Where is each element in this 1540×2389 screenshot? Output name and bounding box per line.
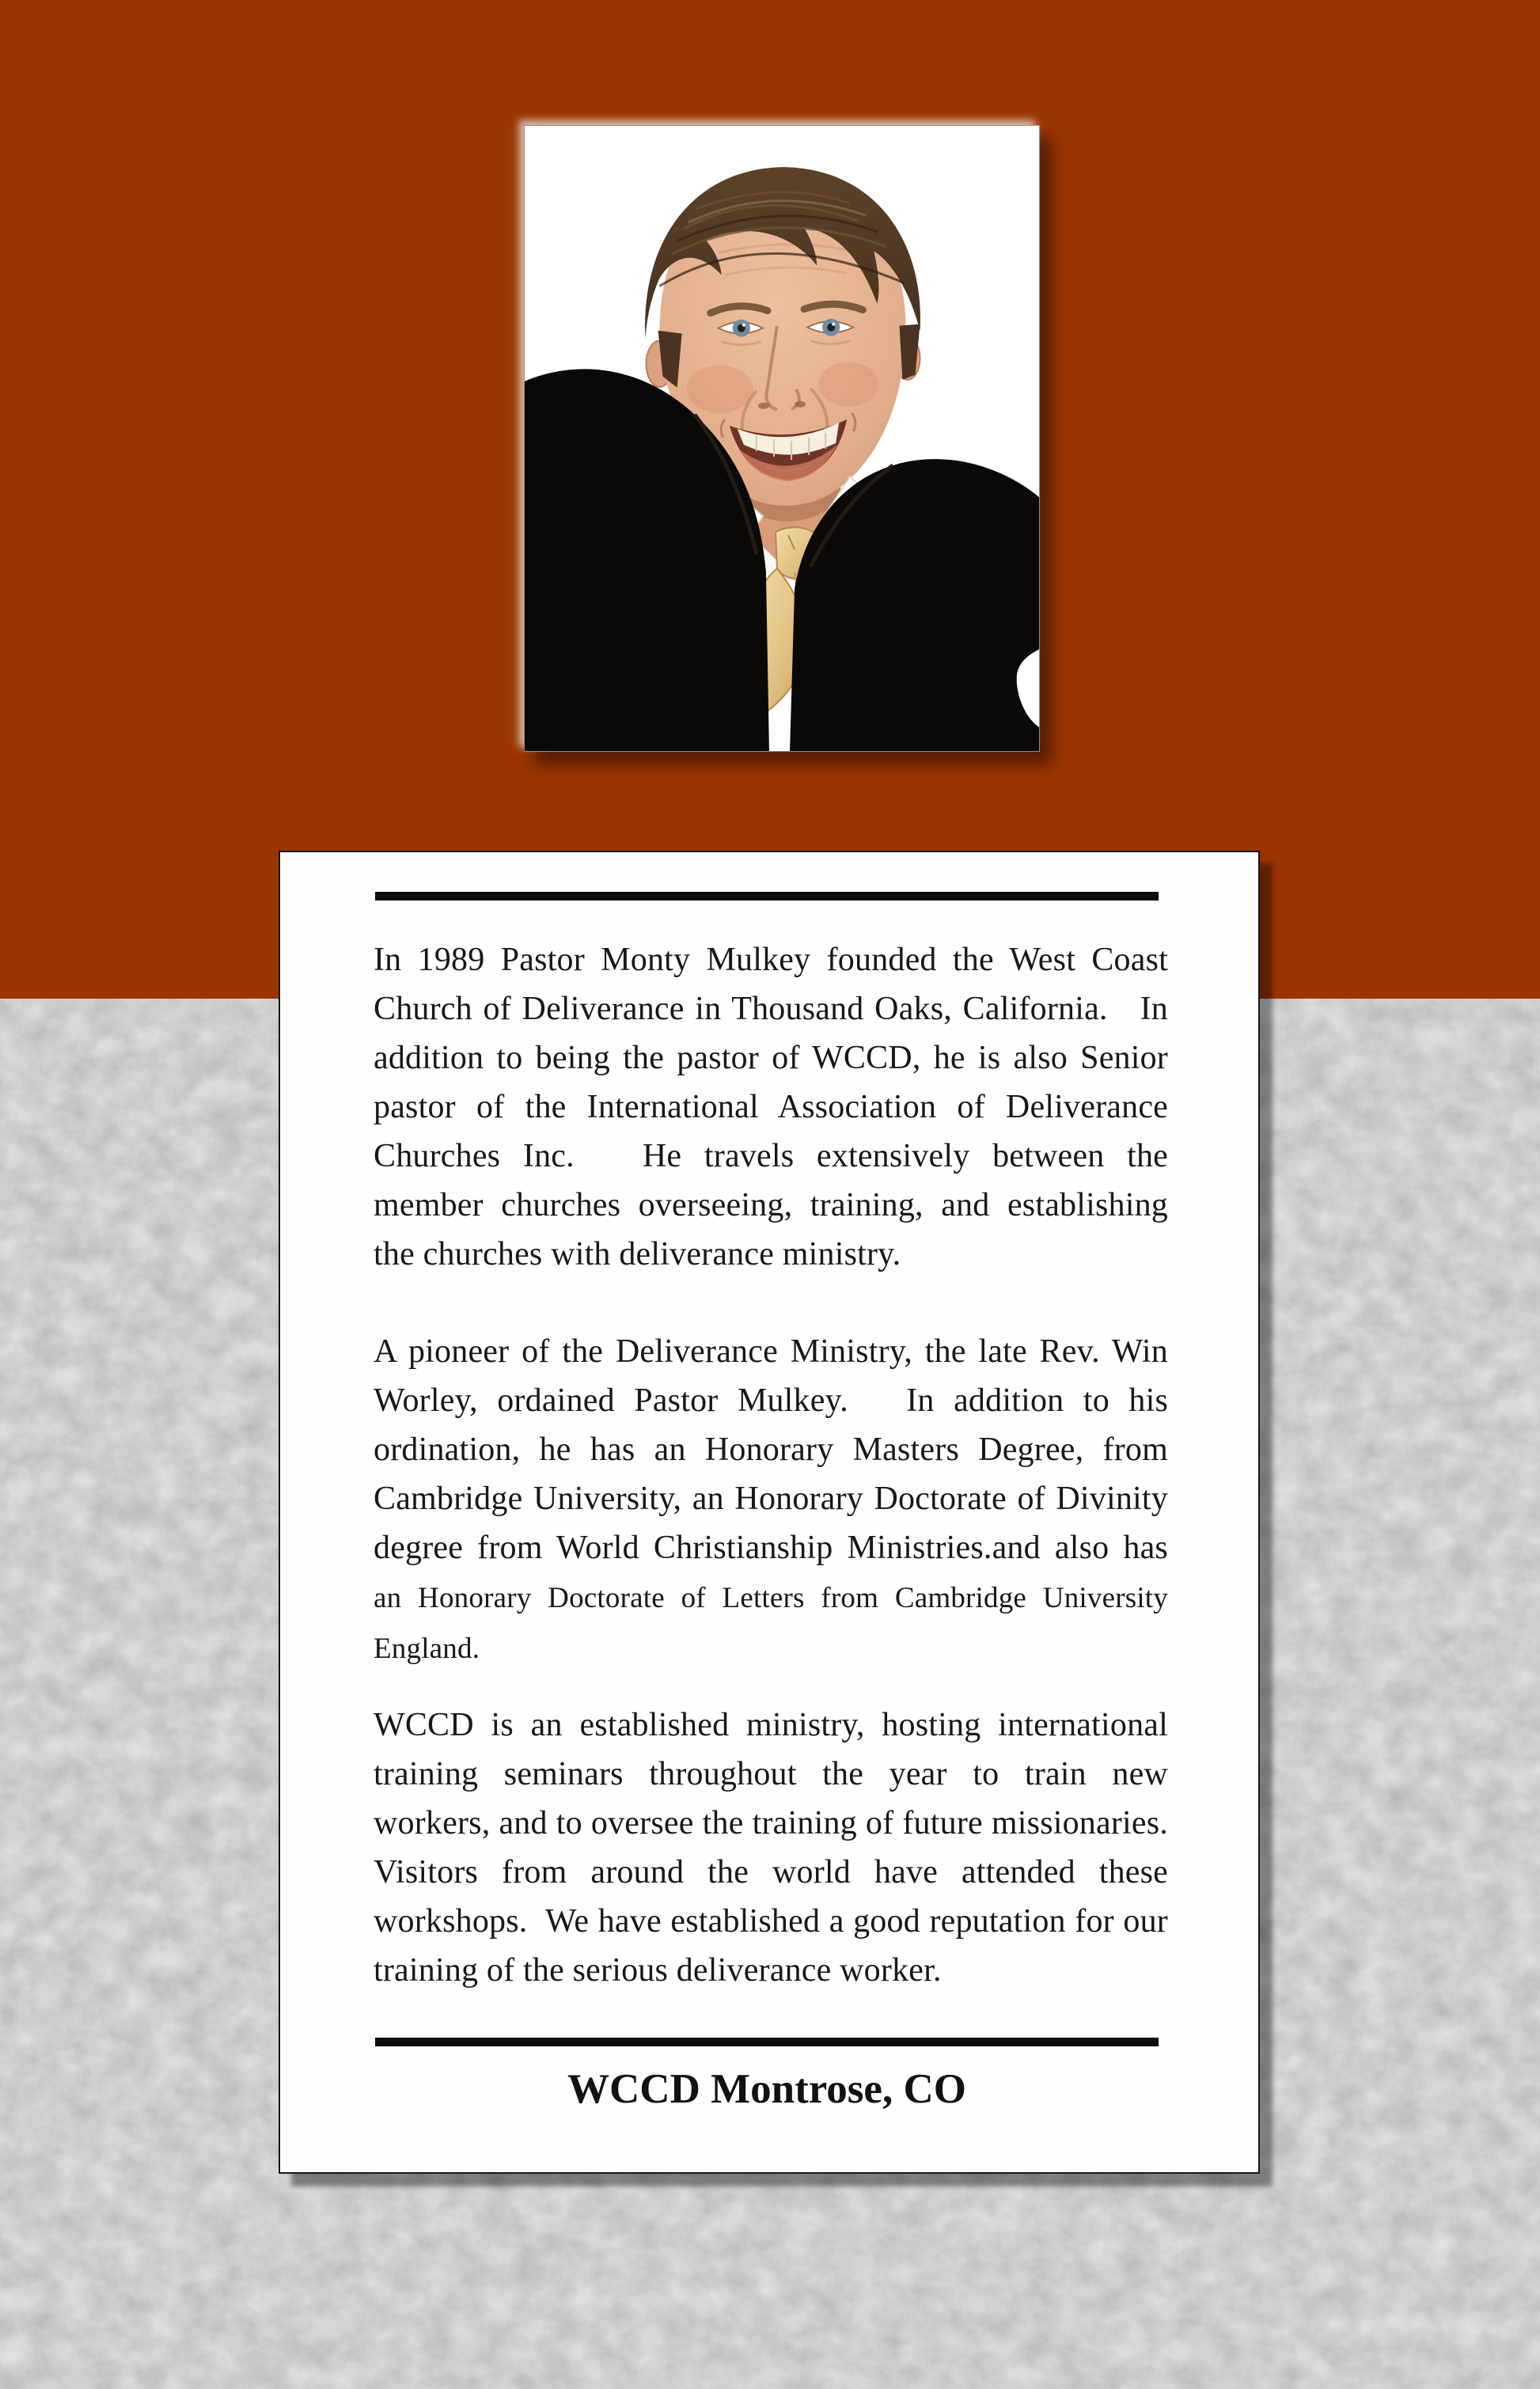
top-divider [375,892,1159,901]
bio-paragraph-1: In 1989 Pastor Monty Mulkey founded the West Coast Church of Deliverance in Thousand Oaks, California. In addition to being the pastor of WCCD, he is also Senior pastor of the International Association of Deliverance Churches Inc. He travels extensively between the member churches overseeing, training, and establishing the churches with deliverance ministry. [374,942,1177,1272]
bio-paragraph-2 [374,1327,1177,1674]
bio-paragraph-2-main: A pioneer of the Deliverance Ministry, the late Rev. Win Worley, ordained Pastor Mulkey. In addition to his ordination, he has an Honorary Masters Degree, from Cambridge University, an Honorary Doctorate of Divinity degree from World Christianship Ministries.and also has [374,1333,1177,1566]
bio-paragraph-3: WCCD is an established ministry, hosting international training seminars throughout the year to train new workers, and to oversee the training of future missionaries. Visitors from around the world have attended these workshops. We have established a good reputation for our training of the serious deliverance worker. [374,1707,1185,1989]
pastor-portrait-illustration [525,126,1039,751]
bottom-divider [375,2038,1159,2046]
pastor-portrait-photo [524,125,1040,752]
footer-title: WCCD Montrose, CO [567,2066,966,2112]
bio-paragraph-2-small: an Honorary Doctorate of Letters from Cambridge University England. [374,1582,1176,1665]
bio-card [279,851,1260,2174]
